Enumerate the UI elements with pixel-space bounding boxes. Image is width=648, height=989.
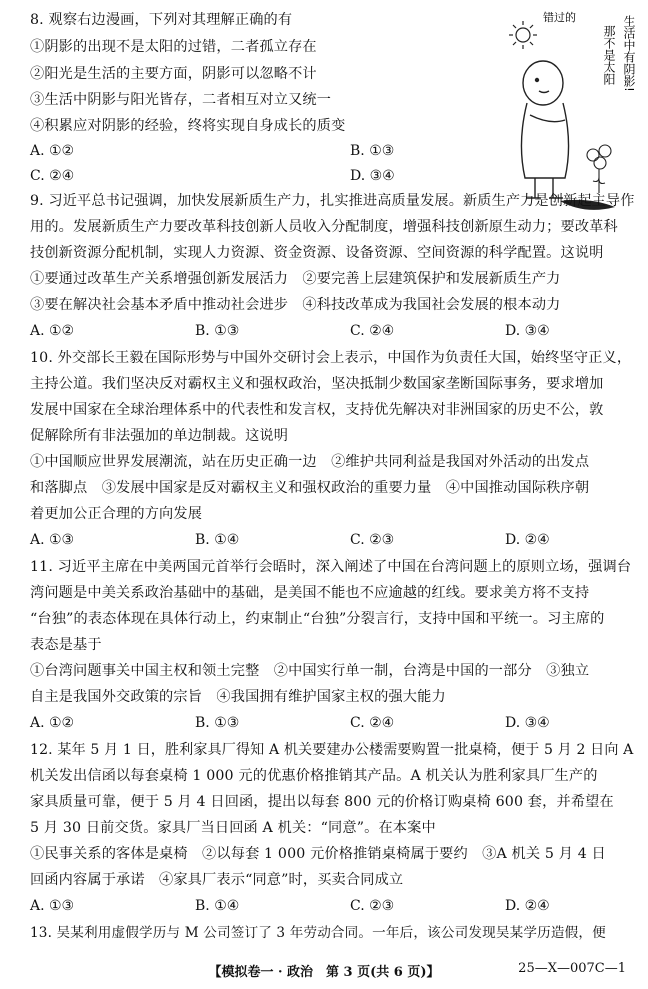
q11-option-d: D. ③④ [505,715,550,731]
q9-option-c: C. ②④ [350,323,395,339]
q13-line-1: 13. 吴某利用虚假学历与 M 公司签订了 3 年劳动合同。一年后，该公司发现吴某学历造假，便 [30,925,606,941]
q8-cartoon [505,5,645,220]
q11-option-a: A. ①② [30,715,75,731]
q8-option-d: D. ③④ [350,168,395,184]
page-footer: 【模拟卷一 · 政治 第 3 页(共 6 页)】 [208,965,440,980]
q8-item-4: ④积累应对阴影的经验，终将实现自身成长的质变 [30,118,346,134]
q12-option-a: A. ①③ [30,898,75,914]
q9-line-2: 用的。发展新质生产力要改革科技创新人员收入分配制度，增强科技创新原生动力；要改革科 [30,219,618,235]
q10-line-1: 10. 外交部长王毅在国际形势与中国外交研讨会上表示，中国作为负责任大国，始终坚守正义， [30,350,632,366]
cartoon-text-left: 那不是太阳 [602,25,616,85]
q8-item-3: ③生活中阴影与阳光皆存，二者相互对立又统一 [30,92,332,108]
q12-option-b: B. ①④ [195,898,240,914]
q10-line-4: 促解除所有非法强加的单边制裁。这说明 [30,428,289,444]
q11-option-b: B. ①③ [195,715,240,731]
sun-icon [509,21,537,49]
q10-line-6: 和落脚点 ③发展中国家是反对霸权主义和强权政治的重要力量 ④中国推动国际秩序朝 [30,480,590,496]
q11-line-6: 自主是我国外交政策的宗旨 ④我国拥有维护国家主权的强大能力 [30,689,446,705]
q9-option-d: D. ③④ [505,323,550,339]
q8-stem: 8. 观察右边漫画，下列对其理解正确的有 [30,12,293,28]
q9-line-3: 技创新资源分配机制，实现人力资源、资金资源、设备资源、空间资源的科学配置。这说明 [30,245,604,261]
person-illustration [521,61,568,198]
exam-code: 25—X—007C—1 [518,961,626,976]
q8-option-c: C. ②④ [30,168,75,184]
q9-line-1: 9. 习近平总书记强调，加快发展新质生产力，扎实推进高质量发展。新质生产力是创新起主导作 [30,193,635,209]
q12-line-4: 5 月 30 日前交货。家具厂当日回函 A 机关：“同意”。在本案中 [30,820,436,836]
q11-line-4: 表态是基于 [30,637,102,653]
q10-option-a: A. ①③ [30,532,75,548]
q10-line-5: ①中国顺应世界发展潮流，站在历史正确一边 ②维护共同利益是我国对外活动的出发点 [30,454,590,470]
q8-item-1: ①阴影的出现不是太阳的过错，二者孤立存在 [30,39,317,55]
q10-line-2: 主持公道。我们坚决反对霸权主义和强权政治，坚决抵制少数国家垄断国际事务，要求增加 [30,376,604,392]
q12-line-1: 12. 某年 5 月 1 日，胜利家具厂得知 A 机关要建办公楼需要购置一批桌椅，便于 5 月 2 日向 A [30,742,634,758]
q8-item-2: ②阳光是生活的主要方面，阴影可以忽略不计 [30,66,317,82]
q10-option-c: C. ②③ [350,532,395,548]
q11-line-5: ①台湾问题事关中国主权和领土完整 ②中国实行单一制，台湾是中国的一部分 ③独立 [30,663,590,679]
cartoon-text-right: 生活中有阴影! [622,15,636,92]
q10-option-d: D. ②④ [505,532,550,548]
cartoon-text-top: 错过的 [543,11,576,24]
q12-line-5: ①民事关系的客体是桌椅 ②以每套 1 000 元价格推销桌椅属于要约 ③A 机关 5 月 4 日 [30,846,606,862]
q12-line-2: 机关发出信函以每套桌椅 1 000 元的优惠价格推销其产品。A 机关认为胜利家具厂生产的 [30,768,598,784]
q8-option-b: B. ①③ [350,143,395,159]
q11-line-1: 11. 习近平主席在中美两国元首举行会晤时，深入阐述了中国在台湾问题上的原则立场，强调台 [30,559,632,575]
q8-option-a: A. ①② [30,143,75,159]
q10-line-3: 发展中国家在全球治理体系中的代表性和发言权，支持优先解决对非洲国家的历史不公，敦 [30,402,604,418]
q12-option-c: C. ②③ [350,898,395,914]
q10-option-b: B. ①④ [195,532,240,548]
q12-line-6: 回函内容属于承诺 ④家具厂表示“同意”时，买卖合同成立 [30,872,404,888]
q9-line-4: ①要通过改革生产关系增强创新发展活力 ②要完善上层建筑保护和发展新质生产力 [30,271,561,287]
q12-option-d: D. ②④ [505,898,550,914]
flower-illustration [587,145,611,193]
q11-line-3: “台独”的表态体现在具体行动上，约束制止“台独”分裂言行，支持中国和平统一。习主席的 [30,611,605,627]
q12-line-3: 家具质量可靠，便于 5 月 4 日回函，提出以每套 800 元的价格订购桌椅 600 套，并希望在 [30,794,614,810]
q9-option-a: A. ①② [30,323,75,339]
q11-option-c: C. ②④ [350,715,395,731]
q9-option-b: B. ①③ [195,323,240,339]
q10-line-7: 着更加公正合理的方向发展 [30,506,203,522]
q11-line-2: 湾问题是中美关系政治基础中的基础，是美国不能也不应逾越的红线。要求美方将不支持 [30,585,590,601]
q9-line-5: ③要在解决社会基本矛盾中推动社会进步 ④科技改革成为我国社会发展的根本动力 [30,297,561,313]
